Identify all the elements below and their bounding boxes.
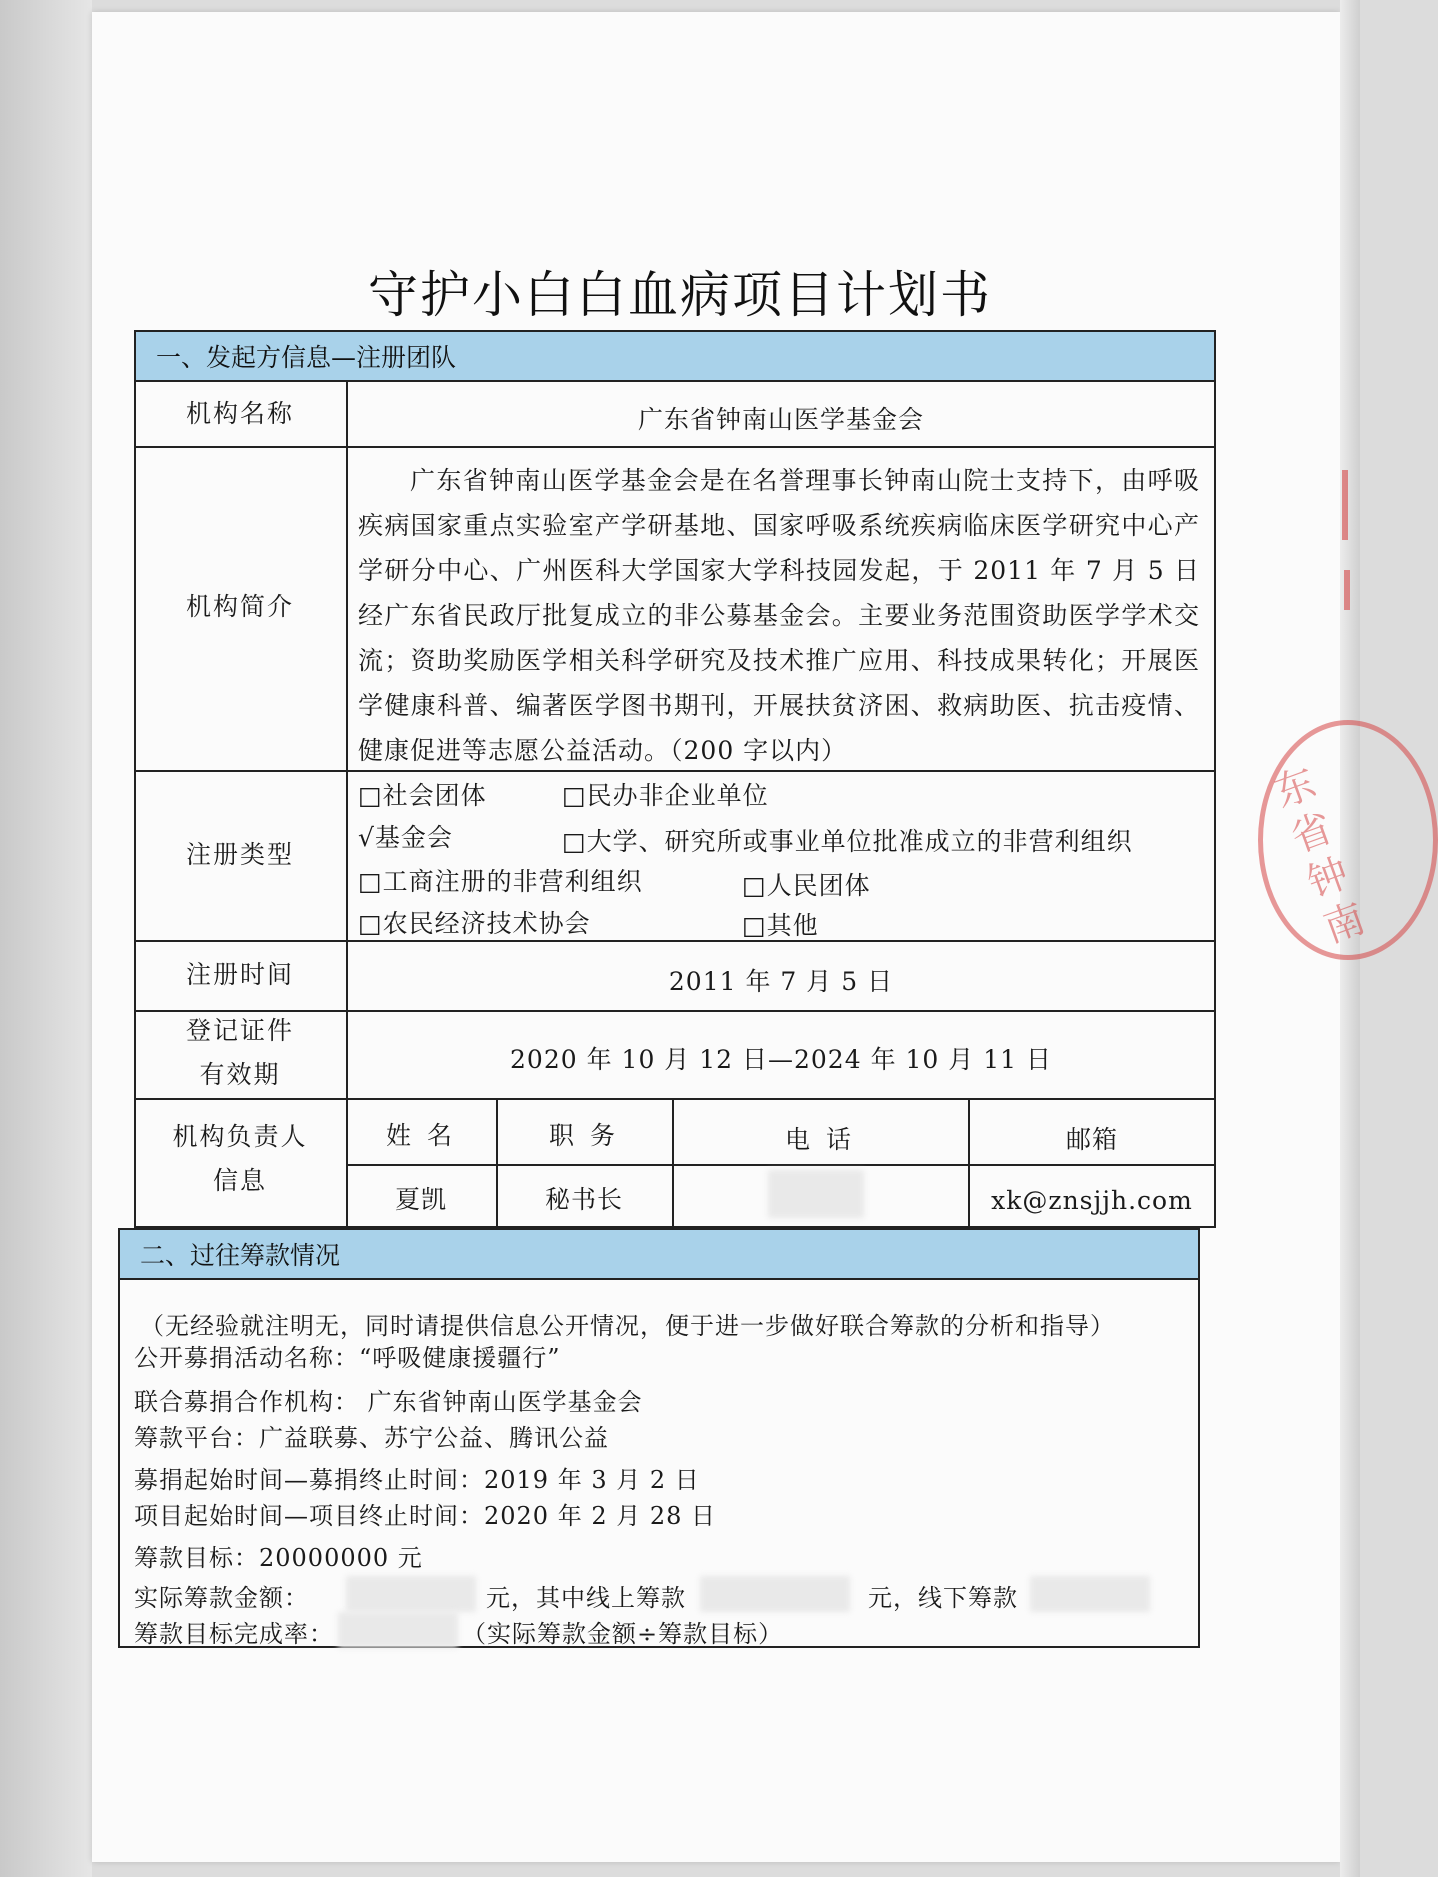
reg-type-label: 注册类型 — [185, 840, 294, 869]
reg-type-option-people-group: □人民团体 — [742, 871, 871, 900]
document-title: 守护小白白血病项目计划书 — [368, 266, 992, 324]
activity-name: 公开募捐活动名称：“呼吸健康援疆行” — [134, 1344, 561, 1372]
cert-validity-label-line-1: 登记证件 — [185, 1016, 294, 1045]
reg-time-label: 注册时间 — [185, 960, 294, 989]
reg-type-option-other: □其他 — [742, 911, 819, 940]
org-intro-text: 广东省钟南山医学基金会是在名誉理事长钟南山院士支持下，由呼吸疾病国家重点实验室产学研基地、国家呼吸系统疾病临床医学研究中心产学研分中心、广州医科大学国家大学科技园发起，于 2011 年 7 月 5 日经广东省民政厅批复成立的非公募基金会。主要业务范围资助医学学术交流；资助奖励医学相关科学研究及技术推广应用、科技成果转化；开展医学健康科普、编著医学图书期刊，开展扶贫济困、救病助医、抗击疫情、健康促进等志愿公益活动。（200 字以内） — [358, 466, 1200, 765]
leader-name-value: 夏凯 — [394, 1185, 447, 1214]
leader-subtable-column-divider — [672, 1098, 674, 1228]
fundraising-platform: 筹款平台：广益联募、苏宁公益、腾讯公益 — [134, 1424, 609, 1452]
table-column-divider — [346, 380, 348, 1228]
section-1-header: 一、发起方信息—注册团队 — [134, 330, 1216, 382]
redacted-online-amount — [700, 1576, 850, 1612]
fundraising-target: 筹款目标：20000000 元 — [134, 1544, 423, 1572]
completion-rate-label: 筹款目标完成率： — [134, 1620, 334, 1648]
org-intro-label: 机构简介 — [185, 592, 294, 621]
redacted-actual-amount — [346, 1576, 476, 1612]
official-seal-text: 东省钟南 — [1268, 759, 1372, 953]
section-2-header: 二、过往筹款情况 — [118, 1228, 1200, 1280]
leader-email-value: xk@znsjjh.com — [991, 1186, 1193, 1215]
leader-header-name: 姓 名 — [386, 1121, 456, 1150]
fundraising-period: 募捐起始时间—募捐终止时间：2019 年 3 月 2 日 — [134, 1466, 700, 1494]
completion-rate-formula: （实际筹款金额÷筹款目标） — [462, 1620, 784, 1648]
reg-type-option-university-nonprofit: □大学、研究所或事业单位批准成立的非营利组织 — [562, 827, 1133, 856]
leader-subtable-divider — [346, 1164, 1216, 1166]
seal-edge-mark — [1342, 470, 1348, 540]
table-row-divider — [134, 446, 1216, 448]
reg-time-value: 2011 年 7 月 5 日 — [668, 967, 894, 996]
project-period: 项目起始时间—项目终止时间：2020 年 2 月 28 日 — [134, 1502, 717, 1530]
cert-validity-value: 2020 年 10 月 12 日—2024 年 10 月 11 日 — [510, 1045, 1052, 1074]
partner-org: 联合募捐合作机构： 广东省钟南山医学基金会 — [134, 1388, 643, 1416]
leader-info-label-line-2: 信息 — [212, 1166, 267, 1195]
cert-validity-label-line-2: 有效期 — [199, 1060, 281, 1089]
actual-amount-label: 实际筹款金额： — [134, 1584, 309, 1612]
org-name-label: 机构名称 — [185, 399, 294, 428]
table-row-divider — [134, 940, 1216, 942]
redacted-phone — [768, 1170, 864, 1218]
reg-type-option-private-nonenterprise: □民办非企业单位 — [562, 781, 769, 810]
actual-amount-online: 元，其中线上筹款 — [486, 1584, 686, 1612]
table-row-divider — [134, 1098, 1216, 1100]
leader-info-label-line-1: 机构负责人 — [172, 1122, 308, 1151]
leader-header-phone: 电 话 — [785, 1125, 855, 1154]
actual-amount-offline: 元，线下筹款 — [868, 1584, 1018, 1612]
leader-title-value: 秘书长 — [544, 1185, 623, 1214]
leader-header-email: 邮箱 — [1065, 1125, 1118, 1154]
reg-type-option-social-group: □社会团体 — [358, 781, 487, 810]
reg-type-option-farmer-association: □农民经济技术协会 — [358, 909, 591, 938]
reg-type-option-commercial-nonprofit: □工商注册的非营利组织 — [358, 867, 643, 896]
fundraising-note: （无经验就注明无，同时请提供信息公开情况，便于进一步做好联合筹款的分析和指导） — [140, 1312, 1115, 1340]
seal-edge-mark — [1344, 570, 1350, 610]
leader-header-title: 职 务 — [549, 1121, 619, 1150]
org-name-value: 广东省钟南山医学基金会 — [637, 405, 924, 434]
redacted-offline-amount — [1030, 1576, 1150, 1612]
redacted-completion-rate — [338, 1612, 458, 1648]
reg-type-option-foundation: √基金会 — [358, 823, 453, 852]
